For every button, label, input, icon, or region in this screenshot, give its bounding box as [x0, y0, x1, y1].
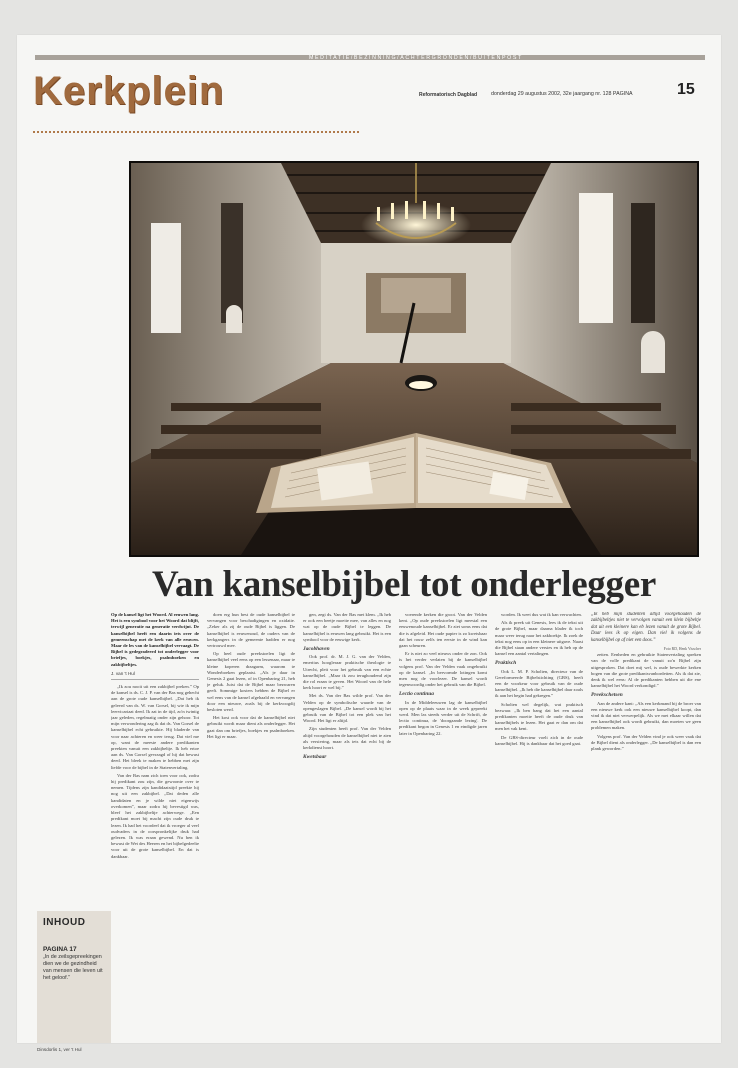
photo-credit: Foto RD, Henk Visscher [663, 647, 701, 652]
subheading: Lectio continua [399, 691, 434, 698]
paragraph: De GBS-directeur voelt zich in de oude kanselbijbel. Hij is dankbaar dat het goed gaat. [495, 734, 583, 746]
paragraph: Het kost ook voor dat de kanselbijbel niet gebruikt wordt maar dient als onderlegger. Het gaat dan om briefjes, boekjes en psalmboeken. Het ligt er maar. [207, 715, 295, 739]
paragraph: Als ik preek uit Genesis, lees ik de tekst uit de grote Bijbel, maar daarna blader ik toch maar weer terug naar het zakboekje. Ik zoek de tekst nog eens op in een kleinere uitgave. Naast die Bijbel staan andere versies en ik heb op de kansel een aantal vertalingen. [495, 620, 583, 657]
church-photo-illustration [131, 163, 697, 555]
paragraph: Scholten wel degelijk, wat praktisch bezwaar. „Ik ben bang dat het een aantal predikanten moeite heeft de oude druk van kanselbijbels te lezen. Het gaat er dan om dat men het vak kent. [495, 701, 583, 732]
article-column-1 [111, 612, 199, 1042]
page-number: 15 [677, 81, 695, 98]
dateline: donderdag 29 augustus 2002, 32e jaargang nr. 128 PAGINA [491, 91, 633, 97]
paragraph: Op heel oude preekstoelen ligt de kanselbijbel veel eens op een lessenaar, maar te kleine koperen draagarm, waarom te Wonderboeken geplaatst. „Als je daar in Genesis 2 gaat lezen, of in Openbaring 21, heb je geluk. Juist dat de Bijbel maar bezwaren geeft. Sommige kosters hebben de Bijbel er wel eens van de kansel afgehaald en vervangen door een nieuwe, zoals bij de kerkvoogdij besloten werd. [207, 651, 295, 713]
article-column-6 [591, 612, 701, 1042]
paragraph: Aan de andere kant: „Als een kerkmand bij de broer van een nieuwe kerk ook een nieuwe kanselbijbel koopt, dan vind ik dat niet verwerpelijk. Als we met elkaar willen dat een kanselbijbel ook wordt gebruikt, dan moeten we geen problemen maken. [591, 700, 701, 731]
article-column-3 [303, 612, 391, 1042]
subheading: Praktisch [495, 660, 517, 667]
section-title: Kerkplein [33, 69, 225, 113]
article-column-5 [495, 612, 583, 1042]
church-interior-photo [129, 161, 699, 557]
rubric-label: MEDITATIE/BEZINNING/ACHTERGRONDEN/BUITENPOST [309, 55, 523, 61]
paragraph: gen, zegt ds. Van der Bas met klem. „Ik heb er ook een beetje moeite mee, van alles en nog wat op de oude Bijbel te leggen. De kanselbijbel is eeuwen lang gebruikt. Het is een symbool voor de eeuwige kerk. [303, 612, 391, 642]
contents-box [37, 911, 111, 1043]
dotted-divider [33, 131, 359, 133]
paragraph: zetten. Eenheden en gebruikte Statenvertaling spreken van de volle predikant de vanuit zo'n Bijbel zijn uitgesproken. Dat doet mij wel, is oude bewerkte kerken bogen van die grote predikantsvanbordetten. Als ik dat zie, denk ik wel eens: Al de predikanten hebben uit die ene kanselbijbel het Woord verkondigd.” [591, 652, 701, 689]
article-lead: Op de kansel ligt het Woord. Al eeuwen lang. Het is een symbool voor het Woord dat blijft, terwijl generatie na generatie verdwijnt. De kanselbijbel heeft een daarin iets over de gemeenschap met de kerk van alle eeuwen. Maar de les van de kanselbijbel vervaagt. De Bijbel is gedegradeerd tot onderlegger voor briefjes, boekjes, psalmboeken en zakbijbeltjes. [111, 612, 199, 667]
contents-teaser: „In de zeilsgepreekingen dien we de gezindheid van mensen die leven uit het geloof.” [43, 954, 103, 981]
byline: J. van 't Hul [111, 671, 199, 680]
paragraph: Met ds. Van der Bas wilde prof. Van der Velden op de symbolische waarde van de opengeslagen Bijbel. „De kansel wordt bij het gebruik van de Bijbel tot een plek van het Woord. Het ligt er altijd. [303, 693, 391, 724]
subheading: Preekschetsen [591, 692, 623, 699]
article-column-4 [399, 612, 487, 1042]
paragraph: Ook L. M. P. Scholten, directeur van de Gereformeerde Bijbelstichting (GBS), heeft een de voorkeur voor gebruik van de oude kanselbijbel. „Ik heb die kanselbijbel daar zoals ik aan het begin had gekregen.” [495, 668, 583, 699]
paragraph: Er is niet zo veel nieuws onder de zon. Ook is het verder verlaten bij de kanselbijbel volgens prof. Van der Velden vaak ongebruikt op de kansel. „In bervormde lotingen komt men nog de voorlezer. De kansel wordt tegenwoordig onder het gebruik van die Bijbel. [399, 651, 487, 688]
article-column-2 [207, 612, 295, 1042]
contents-title: INHOUD [43, 917, 86, 928]
paragraph: doen erg hun best de oude kanselbijbel te vervangen voor beschadigingen en oxidatie. „Zeker als zij de oude Bijbel is liggen. De kanselbijbel is eeuwenoud, de ouders van de kerkgangers in de gemeente hadden er nog vertrouwd mee. [207, 612, 295, 649]
newspaper-logo: Reformatorisch Dagblad [419, 92, 478, 98]
contents-page-label: PAGINA 17 [43, 946, 77, 953]
subheading: Jacobhaven [303, 646, 330, 653]
paragraph: In de Middeleeuwen lag de kanselbijbel open op de plaats waar in de week gepreekt werd. Men las steeds verder uit de Schrift, de lectio continua, de 'doorgaande lezing'. De predikant begon in Genesis 1 en eindigde jaren later in Openbaring 22. [399, 699, 487, 736]
photo-caption-quote: „Ik heb mijn studenten altijd voorgehouden de zakbijbeltjes niet te vervolgen vanuit een klein bijbeltje dat uit een kleinere kan eb lezen vanuit de grote Bijbel. Daar lees ik op eigen. Dan viel ik volgens de kanselbijbel op af niet een doos.” [591, 612, 701, 643]
paragraph: Van der Bas nam zich toen voor ook, zodra hij predikant zou zijn, die gewoonte over te nemen. Tijdens zijn kandidaatstijd preekte hij nog uit een zakbijbel. „Dat deden alle kandidaten en je wilde niet eigenwijs overkomen”, maar zodra hij bevestigd was, bleef het zakbijbeltje achterwege. „Een predikant moet bij macht zijn oude druk te lezen. Ik had het voordeel dat ik vroeger al veel oudvaders in de oorspronkelijke druk had gelezen. Ik was eraan gewend. Nu ben ik bewust de Wet des Heeren en het bijbelgedeelte voor uit de grote kanselbijbel. En dat is dankbaar. [111, 772, 199, 859]
paragraph: Zijn studenten heeft prof. Van der Velden altijd voorgehouden de kanselbijbel niet te zien als versiering, maar als iets dat echt bij de kerkdienst hoort. [303, 726, 391, 751]
contents-footer: Dinsdorlis 1, ver 't Hul [37, 1047, 82, 1052]
paragraph: Volgens prof. Van der Velden vind je ook weer vaak dat de Bijbel dient als onderlegger. „De kanselbijbel is dan een plank geworden.” [591, 733, 701, 752]
paragraph: voerende kerken die groot. Van der Velden kent. „Op oude preekstoelen ligt meestal een eeuwenoude kanselbijbel. Er ziet soms eens dat die is afgeleid. Het oude papier is zo kwetsbaar dat het rouw zelfs ten eerste in de wind kan gaan scheuren. [399, 612, 487, 649]
subheading: Kwetsbaar [303, 754, 327, 761]
paragraph: Ook prof. dr. M. J. G. van der Velden, emeritus hoogleraar praktische theologie te Utrecht, pleit voor het gebruik van een echte kanselbijbel. „Maar ik zou terughoudend zijn die rol eraan te geven. Het Woord van de hele kerk hoort er wel bij.” [303, 654, 391, 691]
article-headline: Van kanselbijbel tot onderlegger [152, 564, 656, 605]
paragraph: „Ik zou nooit uit een zakbijbel preken.” Op de kansel is ds. C. J. P. van der Bas nog gehecht aan de grote oude kanselbijbel. „Dat heb ik geleerd van ds. W. van Gorsel, bij wie ik mijn leervicariaat deed. Ik zat in de tijd, zo'n twintig jaar geleden, regelmatig onder zijn gehoor. Tot mijn verwondering zag ik dat ds. Van Gorsel de kanselbijbel echt gebruikte. Hij bladerde van voor naar achteren en weer terug. Dat viel me op, want de meeste andere predikanten preekten vanuit een zakbijbeltje. Ik heb ertoe aan ds. Van Gorsel gevraagd of hij dat bewust deed. Het bleek te maken te hebben met zijn liefde voor de bijbel in de Statenvertaling. [111, 684, 199, 770]
paragraph: worden. Ik weet dus wat ik kan verwachten. [501, 612, 583, 617]
newspaper-page [17, 35, 721, 1052]
